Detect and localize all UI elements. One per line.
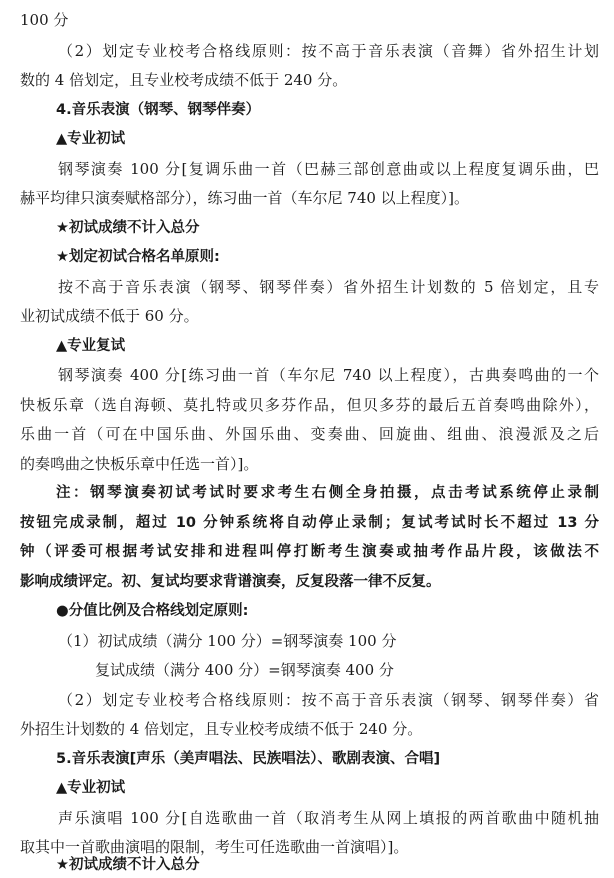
- text-line: （1）初试成绩（满分 100 分）=钢琴演奏 100 分: [58, 632, 397, 650]
- subheading: ●分值比例及合格线划定原则:: [56, 603, 249, 619]
- text-line: 的奏鸣曲之快板乐章中任选一首）]。: [20, 455, 259, 473]
- text-line: 取其中一首歌曲演唱的限制，考生可任选歌曲一首演唱）]。: [20, 838, 409, 856]
- subheading: ★划定初试合格名单原则:: [56, 249, 220, 265]
- text-line: （2）划定专业校考合格线原则：按不高于音乐表演（音舞）省外招生计划: [58, 42, 599, 60]
- note-line: 注：钢琴演奏初试考试时要求考生右侧全身拍摄，点击考试系统停止录制: [56, 485, 599, 501]
- text-line: 乐曲一首（可在中国乐曲、外国乐曲、变奏曲、回旋曲、组曲、浪漫派及之后: [20, 425, 599, 443]
- section-heading: 5.音乐表演[声乐（美声唱法、民族唱法）、歌剧表演、合唱]: [56, 751, 441, 767]
- note-line: 影响成绩评定。初、复试均要求背谱演奏，反复段落一律不反复。: [20, 574, 441, 590]
- subheading: ▲专业复试: [56, 338, 126, 354]
- text-line: 赫平均律只演奏赋格部分），练习曲一首（车尔尼 740 以上程度）]。: [20, 189, 470, 207]
- note-line: 按钮完成录制，超过 10 分钟系统将自动停止录制；复试考试时长不超过 13 分: [20, 515, 599, 531]
- text-line: 声乐演唱 100 分[自选歌曲一首（取消考生从网上填报的两首歌曲中随机抽: [58, 809, 599, 827]
- text-line: 钢琴演奏 100 分[复调乐曲一首（巴赫三部创意曲或以上程度复调乐曲，巴: [58, 160, 599, 178]
- section-heading: 4.音乐表演（钢琴、钢琴伴奏）: [56, 102, 261, 118]
- text-line: 复试成绩（满分 400 分）=钢琴演奏 400 分: [95, 661, 394, 679]
- note-line: 钟（评委可根据考试安排和进程叫停打断考生演奏或抽考作品片段，该做法不: [20, 544, 599, 560]
- text-line: 按不高于音乐表演（钢琴、钢琴伴奏）省外招生计划数的 5 倍划定，且专: [58, 278, 599, 296]
- subheading: ▲专业初试: [56, 780, 126, 796]
- subheading: ★初试成绩不计入总分: [56, 857, 200, 873]
- subheading: ▲专业初试: [56, 131, 126, 147]
- text-line: 快板乐章（选自海顿、莫扎特或贝多芬作品，但贝多芬的最后五首奏鸣曲除外），: [20, 396, 599, 414]
- text-line: 外招生计划数的 4 倍划定，且专业校考成绩不低于 240 分。: [20, 720, 423, 738]
- subheading: ★初试成绩不计入总分: [56, 220, 200, 236]
- text-line: 100 分: [20, 11, 69, 29]
- text-line: 业初试成绩不低于 60 分。: [20, 307, 199, 325]
- text-line: 数的 4 倍划定，且专业校考成绩不低于 240 分。: [20, 71, 348, 89]
- text-line: （2）划定专业校考合格线原则：按不高于音乐表演（钢琴、钢琴伴奏）省: [58, 691, 599, 709]
- text-line: 钢琴演奏 400 分[练习曲一首（车尔尼 740 以上程度），古典奏鸣曲的一个: [58, 366, 599, 384]
